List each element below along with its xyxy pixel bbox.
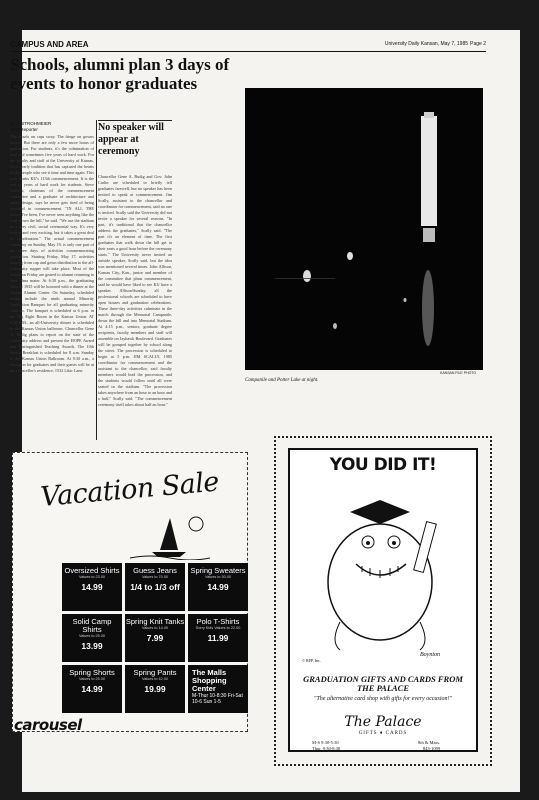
article-headline: Schools, alumni plan 3 days of events to honor graduates bbox=[10, 55, 230, 93]
sale-item-grid bbox=[62, 563, 248, 716]
cartoon-graduate-creature bbox=[310, 482, 460, 654]
palace-hours: M-S 9:30-5:30 Thur. 9:30-8:30 bbox=[312, 740, 341, 751]
palace-logo: The Palace bbox=[344, 714, 422, 730]
you-did-it-headline: YOU DID IT! bbox=[329, 455, 437, 475]
sidebar-top-rule bbox=[98, 120, 172, 121]
byline bbox=[10, 121, 51, 132]
sale-item-spring-knit-tanks: Spring Knit Tanks Values to 14.00 7.99 bbox=[125, 614, 185, 662]
photo-credit: KANSAN FILE PHOTO bbox=[440, 371, 477, 375]
palace-tagline: "The alternative card shop with gifts for every occasion!" bbox=[313, 696, 453, 702]
page-header bbox=[10, 40, 486, 52]
sidebar-headline: No speaker will appear at ceremony bbox=[98, 122, 164, 157]
photo-caption: Campanile and Potter Lake at night. bbox=[245, 378, 319, 383]
sale-item-polo-t-shirts: Polo T-Shirts Sorry Kids Values to 22.00 11.99 bbox=[188, 614, 248, 662]
graduation-gifts-line: GRADUATION GIFTS AND CARDS FROM THE PALACE bbox=[303, 674, 463, 693]
section-title: CAMPUS AND AREA bbox=[10, 40, 89, 49]
sale-item-guess-jeans: Guess Jeans Values to 70.00 1/4 to 1/3 off bbox=[125, 563, 185, 611]
page-number: Page 2 bbox=[470, 41, 486, 47]
palace-subtitle: GIFTS ♦ CARDS bbox=[358, 731, 408, 736]
campanile-photo bbox=[245, 88, 483, 370]
vacation-sale-title: Vacation Sale bbox=[39, 466, 221, 513]
artist-signature: Boynton bbox=[420, 652, 440, 658]
article-column-2: Chancellor Gene A. Budig and Gov. John Carlin are scheduled to briefly tell graduates farewell, but no speaker has been invited to speak at commencement. Jim Scally, assistant to the chancellor and coordinator for commencement, said no one is invited. Scally said the University did not invite a speaker for several reasons. "In part, it's traditional that the chancellor address the graduates," Scally said. "The part it's an element of time. The first graduates that walk down the hill get to their seats a good hour before the ceremony starts." The University never invited an outside speaker, Scally said, but the idea was mentioned several times. John Allison, Kansas City, Kan., junior and member of the committee that plans commencement, said he would have liked to see KU have a speaker. Allison/Sunday, all the professional schools are scheduled to have open houses and graduation celebrations. These three-day activities culminate in the march through the Memorial Campanile, down the hill and into Memorial Stadium. At 4:15 p.m., seniors, graduate degree recipients, faculty members and staff will assemble on Jayhawk Boulevard. Graduates will be grouped together by school along the street. The procession is scheduled to begin at 5 p.m. JIM SCALLY, 1985 coordinator for commencement and the assistant to the chancellor, said faculty members would lead the procession, and the students would follow until all were seated in the stadium. "The procession takes anywhere from an hour to an hour and a half," Scally said. "The commencement ceremony itself takes about half an hour." bbox=[98, 174, 172, 407]
copyright-notice: © RPP, Inc. bbox=[302, 658, 321, 663]
carousel-logo: carousel bbox=[14, 716, 82, 734]
column-rule bbox=[96, 120, 97, 440]
byline-role: Staff Reporter bbox=[10, 126, 38, 132]
byline-name: By J. STROHMEIER bbox=[10, 121, 52, 126]
sale-item-spring-sweaters: Spring Sweaters Values to 30.00 14.99 bbox=[188, 563, 248, 611]
article-column-1: The tassels on caps sway. The fringe on gowns rustles. But there are only a few more hours of graduation. For students, it's the culmination of four and sometimes five years of hard work. For the faculty and staff at the University of Kansas, it's a yearly tradition that has captured the hearts of the people who see it time and time again. This year marks KU's 113th commencement. It is the end of years of hard work for students. Steve Grabow, chairman of the commencement committee and a graduate of architecture and urban design, says he never gets tired of being involved in commencement. "IN ALL THE places I've been, I've never seen anything like the walk down the hill," he said. "We use the stadium as a very civil, social ceremonial way. It's very festive and very exciting, but it takes a great deal of coordination." The actual commencement ceremony on Sunday, May 19, is only one part of the three days of activities commemorating graduation. Starting Friday, May 17, activities ranging from cap and gown distribution to the all-University supper will take place. Most of the events on Friday are geared to alumni returning to their alma mater. At 6:30 p.m., the graduating class of 1935 will be honored with a dinner at the Adams Alumni Center. On Saturday, scheduled events include the ninth annual Minority Graduation Banquet for all graduating minority students. The banquet is scheduled at 6 p.m. in the Big Eight Room in the Kansas Union. AT 6:30 P.M., an all-University dinner is scheduled in the Kansas Union ballroom. Chancellor Gene A. Budig plans to report on the state of the University address and present the HOPE Award and Distinguished Teaching Awards. The 10th Senior Breakfast is scheduled for 8 a.m. Sunday in the Kansas Union Ballroom. At 9:30 a.m., a reception for graduates and their guests will be at the chancellor's residence, 1532 Lilac Lane. bbox=[10, 134, 94, 373]
sale-item-solid-camp-shirts: Solid Camp Shirts Values to 25.00 13.99 bbox=[62, 614, 122, 662]
sale-item-spring-pants: Spring Pants Values to 42.00 19.99 bbox=[125, 665, 185, 713]
night-scene-image bbox=[245, 88, 483, 370]
sailboat-icon bbox=[130, 510, 210, 560]
palace-address: 8th & Mass. 843-1099 bbox=[418, 740, 441, 751]
sale-item-spring-shorts: Spring Shorts Values to 25.00 14.99 bbox=[62, 665, 122, 713]
masthead-date: University Daily Kansan, May 7, 1985 bbox=[384, 41, 468, 47]
sale-item-oversized-shirts: Oversized Shirts Values to 23.00 14.99 bbox=[62, 563, 122, 611]
malls-shopping-center-hours: The Malls Shopping Center M-Thur 10-8:30 Fri-Sat 10-6 Sun 1-5 bbox=[188, 665, 248, 713]
